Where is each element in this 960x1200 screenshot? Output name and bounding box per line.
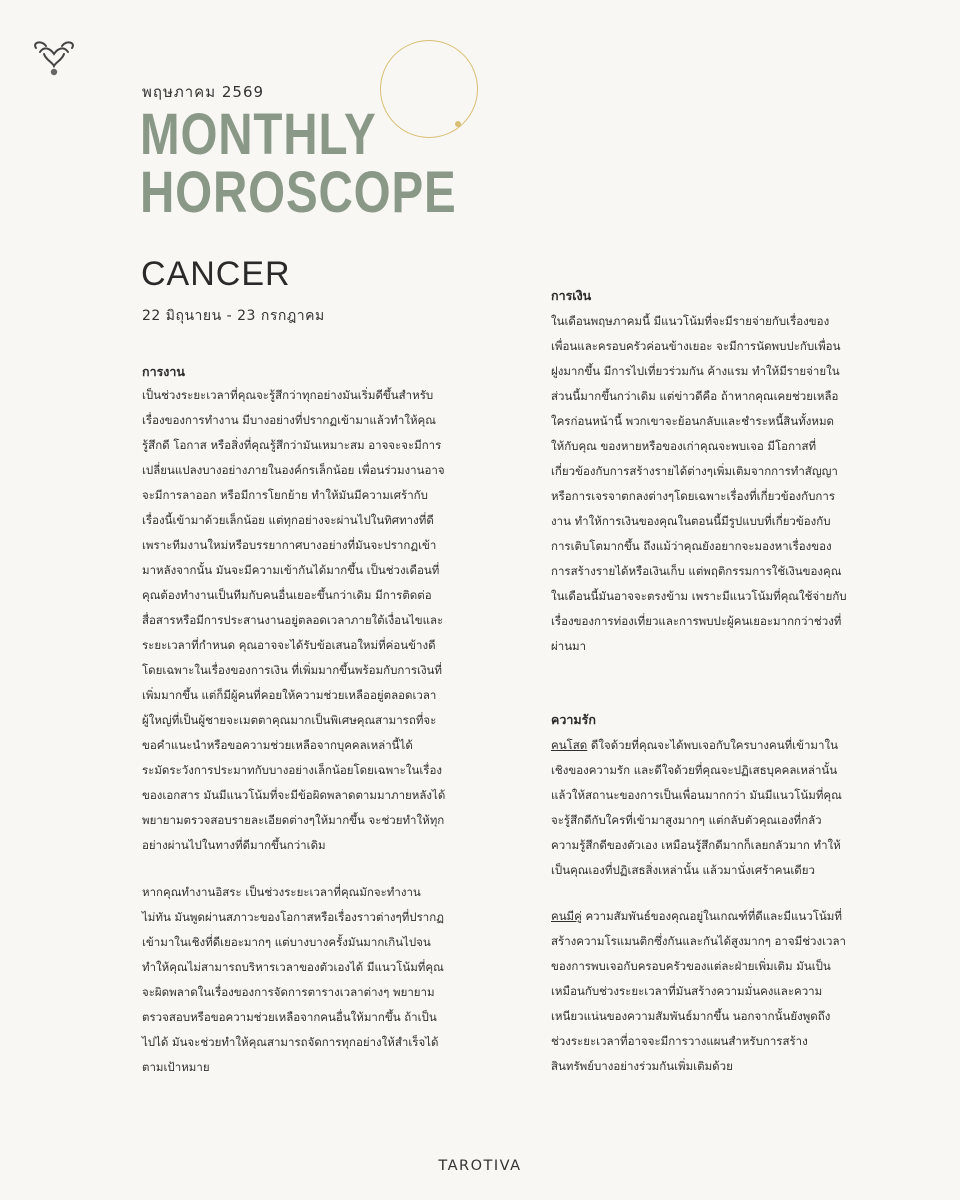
couple-text: ความสัมพันธ์ของคุณอยู่ในเกณฑ์ที่ดีและมีแนวโน้มที่สร้างความโรแมนติกซึ่งกันและกันได้สูงมากๆ อาจมีช่วงเวลาของการพบเจอกับครอบครัวของแต่ละฝ่ายเพิ่มเติม มันเป็นเหมือนกับช่วงระยะเวลาที่มันสร้างความมั่นคงและความเหนียวแน่นของความสัมพันธ์มากขึ้น นอกจากนั้นยังพูดถึงช่วงระยะเวลาที่อาจจะมีการวางแผนสำหรับการสร้างสินทรัพย์บางอย่างร่วมกันเพิ่มเติมด้วย [551,909,846,1073]
title-line-1: MONTHLY [140,102,377,167]
money-paragraph: ในเดือนพฤษภาคมนี้ มีแนวโน้มที่จะมีรายจ่ายกับเรื่องของเพื่อนและครอบครัวค่อนข้างเยอะ จะมีการนัดพบปะกับเพื่อนฝูงมากขึ้น มีการไปเที่ยวร่วมกัน ค้างแรม ทำให้มีรายจ่ายในส่วนนี้มากขึ้นกว่าเดิม แต่ข่าวดีคือ ถ้าหากคุณเคยช่วยเหลือใครก่อนหน้านี้ พวกเขาจะย้อนกลับและชำระหนี้สินทั้งหมดให้กับคุณ ของหายหรือของเก่าคุณจะพบเจอ มีโอกาสที่เกี่ยวข้องกับการสร้างรายได้ต่างๆเพิ่มเติมจากการทำสัญญาหรือการเจรจาตกลงต่างๆโดยเฉพาะเรื่องที่เกี่ยวข้องกับการงาน ทำให้การเงินของคุณในตอนนี้มีรูปแบบที่เกี่ยวข้องกับการเติบโตมากขึ้น ถึงแม้ว่าคุณยังอยากจะมองหาเรื่องของการสร้างรายได้หรือเงินเก็บ แต่พฤติกรรมการใช้เงินของคุณในเดือนนี้มันอาจจะตรงข้าม เพราะมีแนวโน้มที่คุณใช้จ่ายกับเรื่องของการท่องเที่ยวและการพบปะผู้คนเยอะมากกว่าช่วงที่ผ่านมา [551,314,847,653]
title-line-2: HOROSCOPE [140,160,457,225]
zodiac-sign: CANCER [141,255,291,293]
work-paragraph-1: เป็นช่วงระยะเวลาที่คุณจะรู้สึกว่าทุกอย่างมันเริ่มดีขึ้นสำหรับเรื่องของการทำงาน มีบางอย่างที่ปรากฏเข้ามาแล้วทำให้คุณรู้สึกดี โอกาส หรือสิ่งที่คุณรู้สึกว่ามันเหมาะสม อาจจะจะมีการเปลี่ยนแปลงบางอย่างภายในองค์กรเล็กน้อย เพื่อนร่วมงานอาจจะมีการลาออก หรือมีการโยกย้าย ทำให้มันมีความเศร้ากับเรื่องนี้เข้ามาด้วยเล็กน้อย แต่ทุกอย่างจะผ่านไปในทิศทางที่ดี เพราะทีมงานใหม่หรือบรรยากาศบางอย่างที่มันจะปรากฏเข้ามาหลังจากนั้น มันจะมีความเข้ากันได้มากขึ้น เป็นช่วงเดือนที่คุณต้องทำงานเป็นทีมกับคนอื่นเยอะขึ้นกว่าเดิม มีการติดต่อสื่อสารหรือมีการประสานงานอยู่ตลอดเวลาภายใต้เงื่อนไขและระยะเวลาที่กำหนด คุณอาจจะได้รับข้อเสนอใหม่ที่ค่อนข้างดีโดยเฉพาะในเรื่องของการเงิน ที่เพิ่มมากขึ้นพร้อมกับการเงินที่เพิ่มมากขึ้น แต่ก็มีผู้คนที่คอยให้ความช่วยเหลืออยู่ตลอดเวลา ผู้ใหญ่ที่เป็นผู้ชายจะเมตตาคุณมากเป็นพิเศษคุณสามารถที่จะขอคำแนะนำหรือขอความช่วยเหลือจากบุคคลเหล่านี้ได้ ระมัดระวังการประมาทกับบางอย่างเล็กน้อยโดยเฉพาะในเรื่องของเอกสาร มันมีแนวโน้มที่จะมีข้อผิดพลาดตามมาภายหลังได้ พยายามตรวจสอบรายละเอียดต่างๆให้มากขึ้น จะช่วยทำให้ทุกอย่างผ่านไปในทางที่ดีมากขึ้นกว่าเดิม [142,388,446,852]
love-couple-paragraph [551,904,847,1079]
brand-logo-icon [30,38,78,80]
money-heading: การเงิน [551,288,592,303]
footer-brand: TAROTIVA [438,1158,522,1174]
couple-label: คนมีคู่ [551,909,582,923]
page-title [140,102,457,225]
work-paragraph-2: หากคุณทำงานอิสระ เป็นช่วงระยะเวลาที่คุณมักจะทำงานไม่ทัน มันพูดผ่านสภาวะของโอกาสหรือเรื่องราวต่างๆที่ปรากฏเข้ามาในเชิงที่ดีเยอะมากๆ แต่บางบางครั้งมันมากเกินไปจนทำให้คุณไม่สามารถบริหารเวลาของตัวเองได้ มีแนวโน้มที่คุณจะผิดพลาดในเรื่องของการจัดการตารางเวลาต่างๆ พยายามตรวจสอบหรือขอความช่วยเหลือจากคนอื่นให้มากขึ้น ถ้าเป็นไปได้ มันจะช่วยทำให้คุณสามารถจัดการทุกอย่างให้สำเร็จได้ตามเป้าหมาย [142,885,444,1074]
zodiac-date-range: 22 มิถุนายน - 23 กรกฎาคม [142,308,325,324]
love-single-paragraph [551,733,847,883]
love-heading: ความรัก [551,712,596,727]
issue-date: พฤษภาคม 2569 [142,83,265,101]
single-text: ดีใจด้วยที่คุณจะได้พบเจอกับใครบางคนที่เข้ามาในเชิงของความรัก และดีใจด้วยที่คุณจะปฏิเสธบุคคลเหล่านั้นแล้วให้สถานะของการเป็นเพื่อนมากกว่า มันมีแนวโน้มที่คุณจะรู้สึกดีกับใครที่เข้ามาสูงมากๆ แต่กลับตัวคุณเองที่กลัวความรู้สึกดีของตัวเอง เหมือนรู้สึกดีมากก็เลยกลัวมาก ทำให้เป็นคุณเองที่ปฏิเสธสิ่งเหล่านั้น แล้วมานั่งเศร้าคนเดียว [551,738,842,877]
single-label: คนโสด [551,738,588,752]
work-heading: การงาน [142,364,185,379]
